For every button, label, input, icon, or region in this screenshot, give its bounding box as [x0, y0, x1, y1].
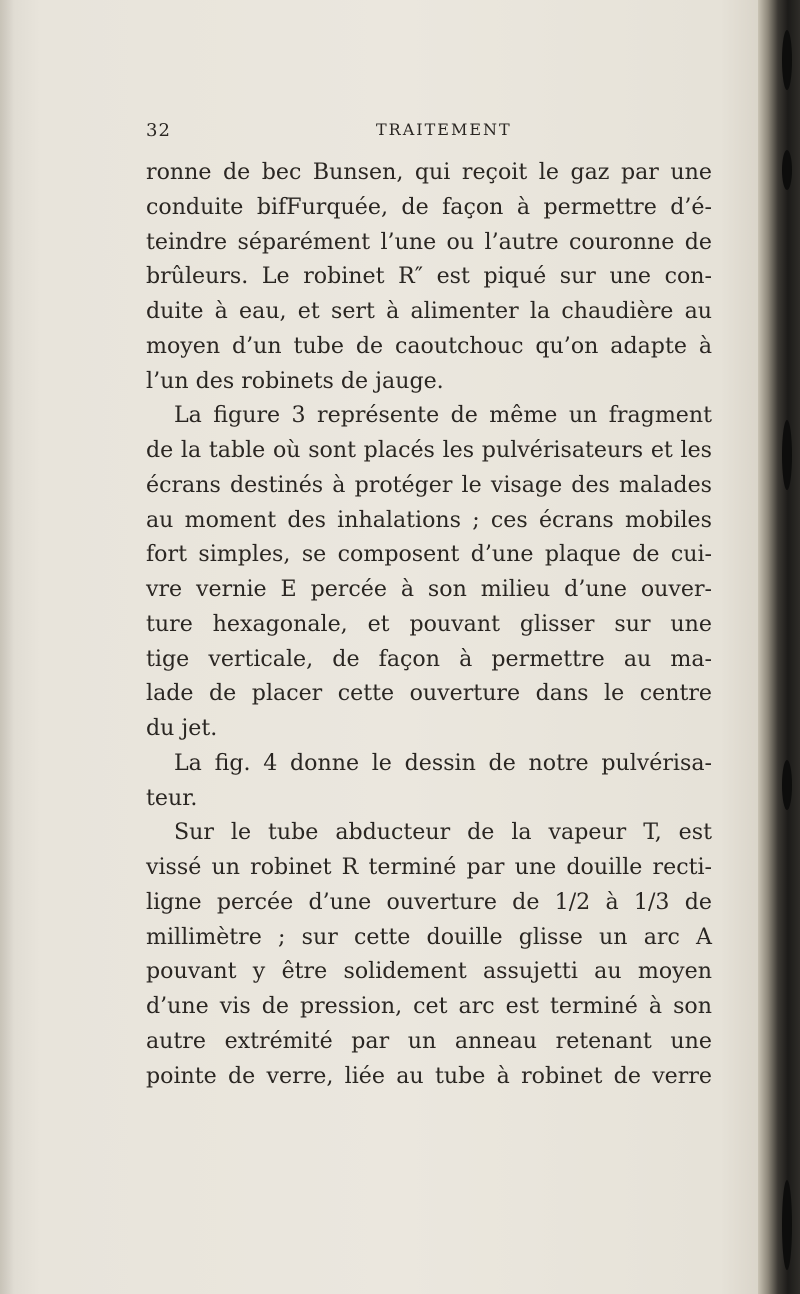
- spine-stain: [782, 760, 792, 810]
- spine-stain: [782, 30, 792, 90]
- text-line: ronne de bec Bunsen, qui reçoit le gaz par une: [146, 159, 712, 185]
- text-line: vre vernie E percée à son milieu d’une ouver-: [146, 576, 712, 602]
- spine-stain: [782, 1180, 792, 1270]
- text-line: pointe de verre, liée au tube à robinet de verre: [146, 1062, 712, 1089]
- running-head: TRAITEMENT: [376, 120, 512, 139]
- text-line: vissé un robinet R terminé par une douille recti-: [146, 854, 712, 880]
- body-text: [146, 155, 712, 1093]
- text-line: autre extrémité par un anneau retenant une: [146, 1027, 712, 1054]
- spine-stain: [782, 420, 792, 490]
- book-spine-edge: [758, 0, 800, 1294]
- text-line: fort simples, se composent d’une plaque de cui-: [146, 541, 712, 568]
- text-line: conduite bifFurquée, de façon à permettre d’é-: [146, 193, 712, 220]
- page-number: 32: [146, 120, 171, 141]
- text-line: duite à eau, et sert à alimenter la chaudière au: [146, 298, 712, 324]
- text-line: teur.: [146, 784, 198, 811]
- text-line: ligne percée d’une ouverture de 1/2 à 1/3 de: [146, 888, 712, 915]
- page-gutter-shadow: [0, 0, 14, 1294]
- text-line: pouvant y être solidement assujetti au moyen: [146, 958, 712, 985]
- text-line: écrans destinés à protéger le visage des malades: [146, 471, 712, 498]
- text-line: La figure 3 représente de même un fragment: [174, 402, 712, 429]
- text-line: ture hexagonale, et pouvant glisser sur une: [146, 610, 712, 637]
- text-line: au moment des inhalations ; ces écrans mobiles: [146, 506, 712, 533]
- text-line: tige verticale, de façon à permettre au ma-: [146, 645, 712, 672]
- page-header: [146, 120, 712, 144]
- text-line: La fig. 4 donne le dessin de notre pulvérisa-: [174, 749, 712, 776]
- text-line: millimètre ; sur cette douille glisse un arc A: [146, 923, 712, 950]
- text-line: Sur le tube abducteur de la vapeur T, est: [174, 819, 712, 846]
- text-line: moyen d’un tube de caoutchouc qu’on adapte à: [146, 332, 712, 359]
- spine-stain: [782, 150, 792, 190]
- text-line: brûleurs. Le robinet R″ est piqué sur une con-: [146, 263, 712, 290]
- text-line: d’une vis de pression, cet arc est terminé à son: [146, 993, 712, 1019]
- text-line: l’un des robinets de jauge.: [146, 367, 444, 394]
- text-line: du jet.: [146, 715, 218, 741]
- text-line: teindre séparément l’une ou l’autre couronne de: [146, 228, 712, 255]
- text-line: lade de placer cette ouverture dans le centre: [146, 680, 712, 707]
- text-line: de la table où sont placés les pulvérisateurs et les: [146, 437, 712, 463]
